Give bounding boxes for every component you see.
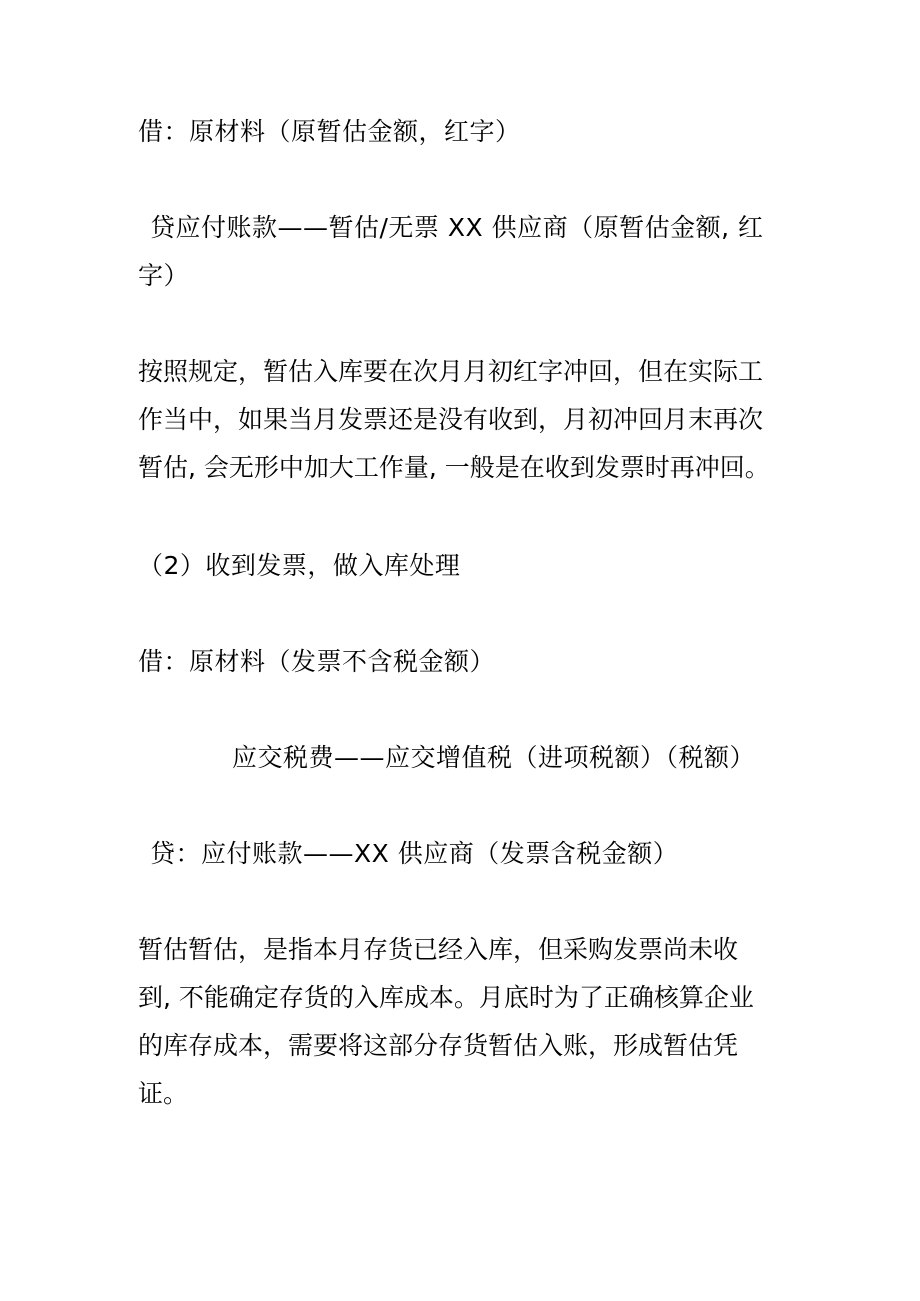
reversal-note-line: 暂估, 会无形中加大工作量, 一般是在收到发票时再冲回。 <box>138 453 770 482</box>
reversal-note-line: 按照规定，暂估入库要在次月月初红字冲回，但在实际工 <box>138 357 764 386</box>
definition-line: 的库存成本，需要将这部分存货暂估入账，形成暂估凭 <box>138 1031 739 1060</box>
section-2-heading: （2）收到发票，做入库处理 <box>138 551 461 580</box>
definition-line: 证。 <box>138 1079 189 1108</box>
reversal-note-paragraph <box>138 348 798 492</box>
definition-paragraph <box>138 926 798 1118</box>
definition-line: 暂估暂估，是指本月存货已经入库，但采购发票尚未收 <box>138 935 739 964</box>
entry2-tax-line: 应交税费——应交增值税（进项税额）（税额） <box>232 743 756 772</box>
entry1-credit-line-continued: 字） <box>138 261 190 290</box>
definition-line: 到, 不能确定存货的入库成本。月底时为了正确核算企业 <box>138 983 754 1012</box>
entry1-credit-line: 贷应付账款——暂估/无票 XX 供应商（原暂估金额, 红 <box>150 213 764 242</box>
reversal-note-line: 作当中，如果当月发票还是没有收到，月初冲回月末再次 <box>138 405 764 434</box>
entry1-debit-line: 借：原材料（原暂估金额，红字） <box>138 117 521 146</box>
entry2-debit-line: 借：原材料（发票不含税金额） <box>138 647 496 676</box>
entry2-credit-line: 贷：应付账款——XX 供应商（发票含税金额） <box>150 839 679 868</box>
